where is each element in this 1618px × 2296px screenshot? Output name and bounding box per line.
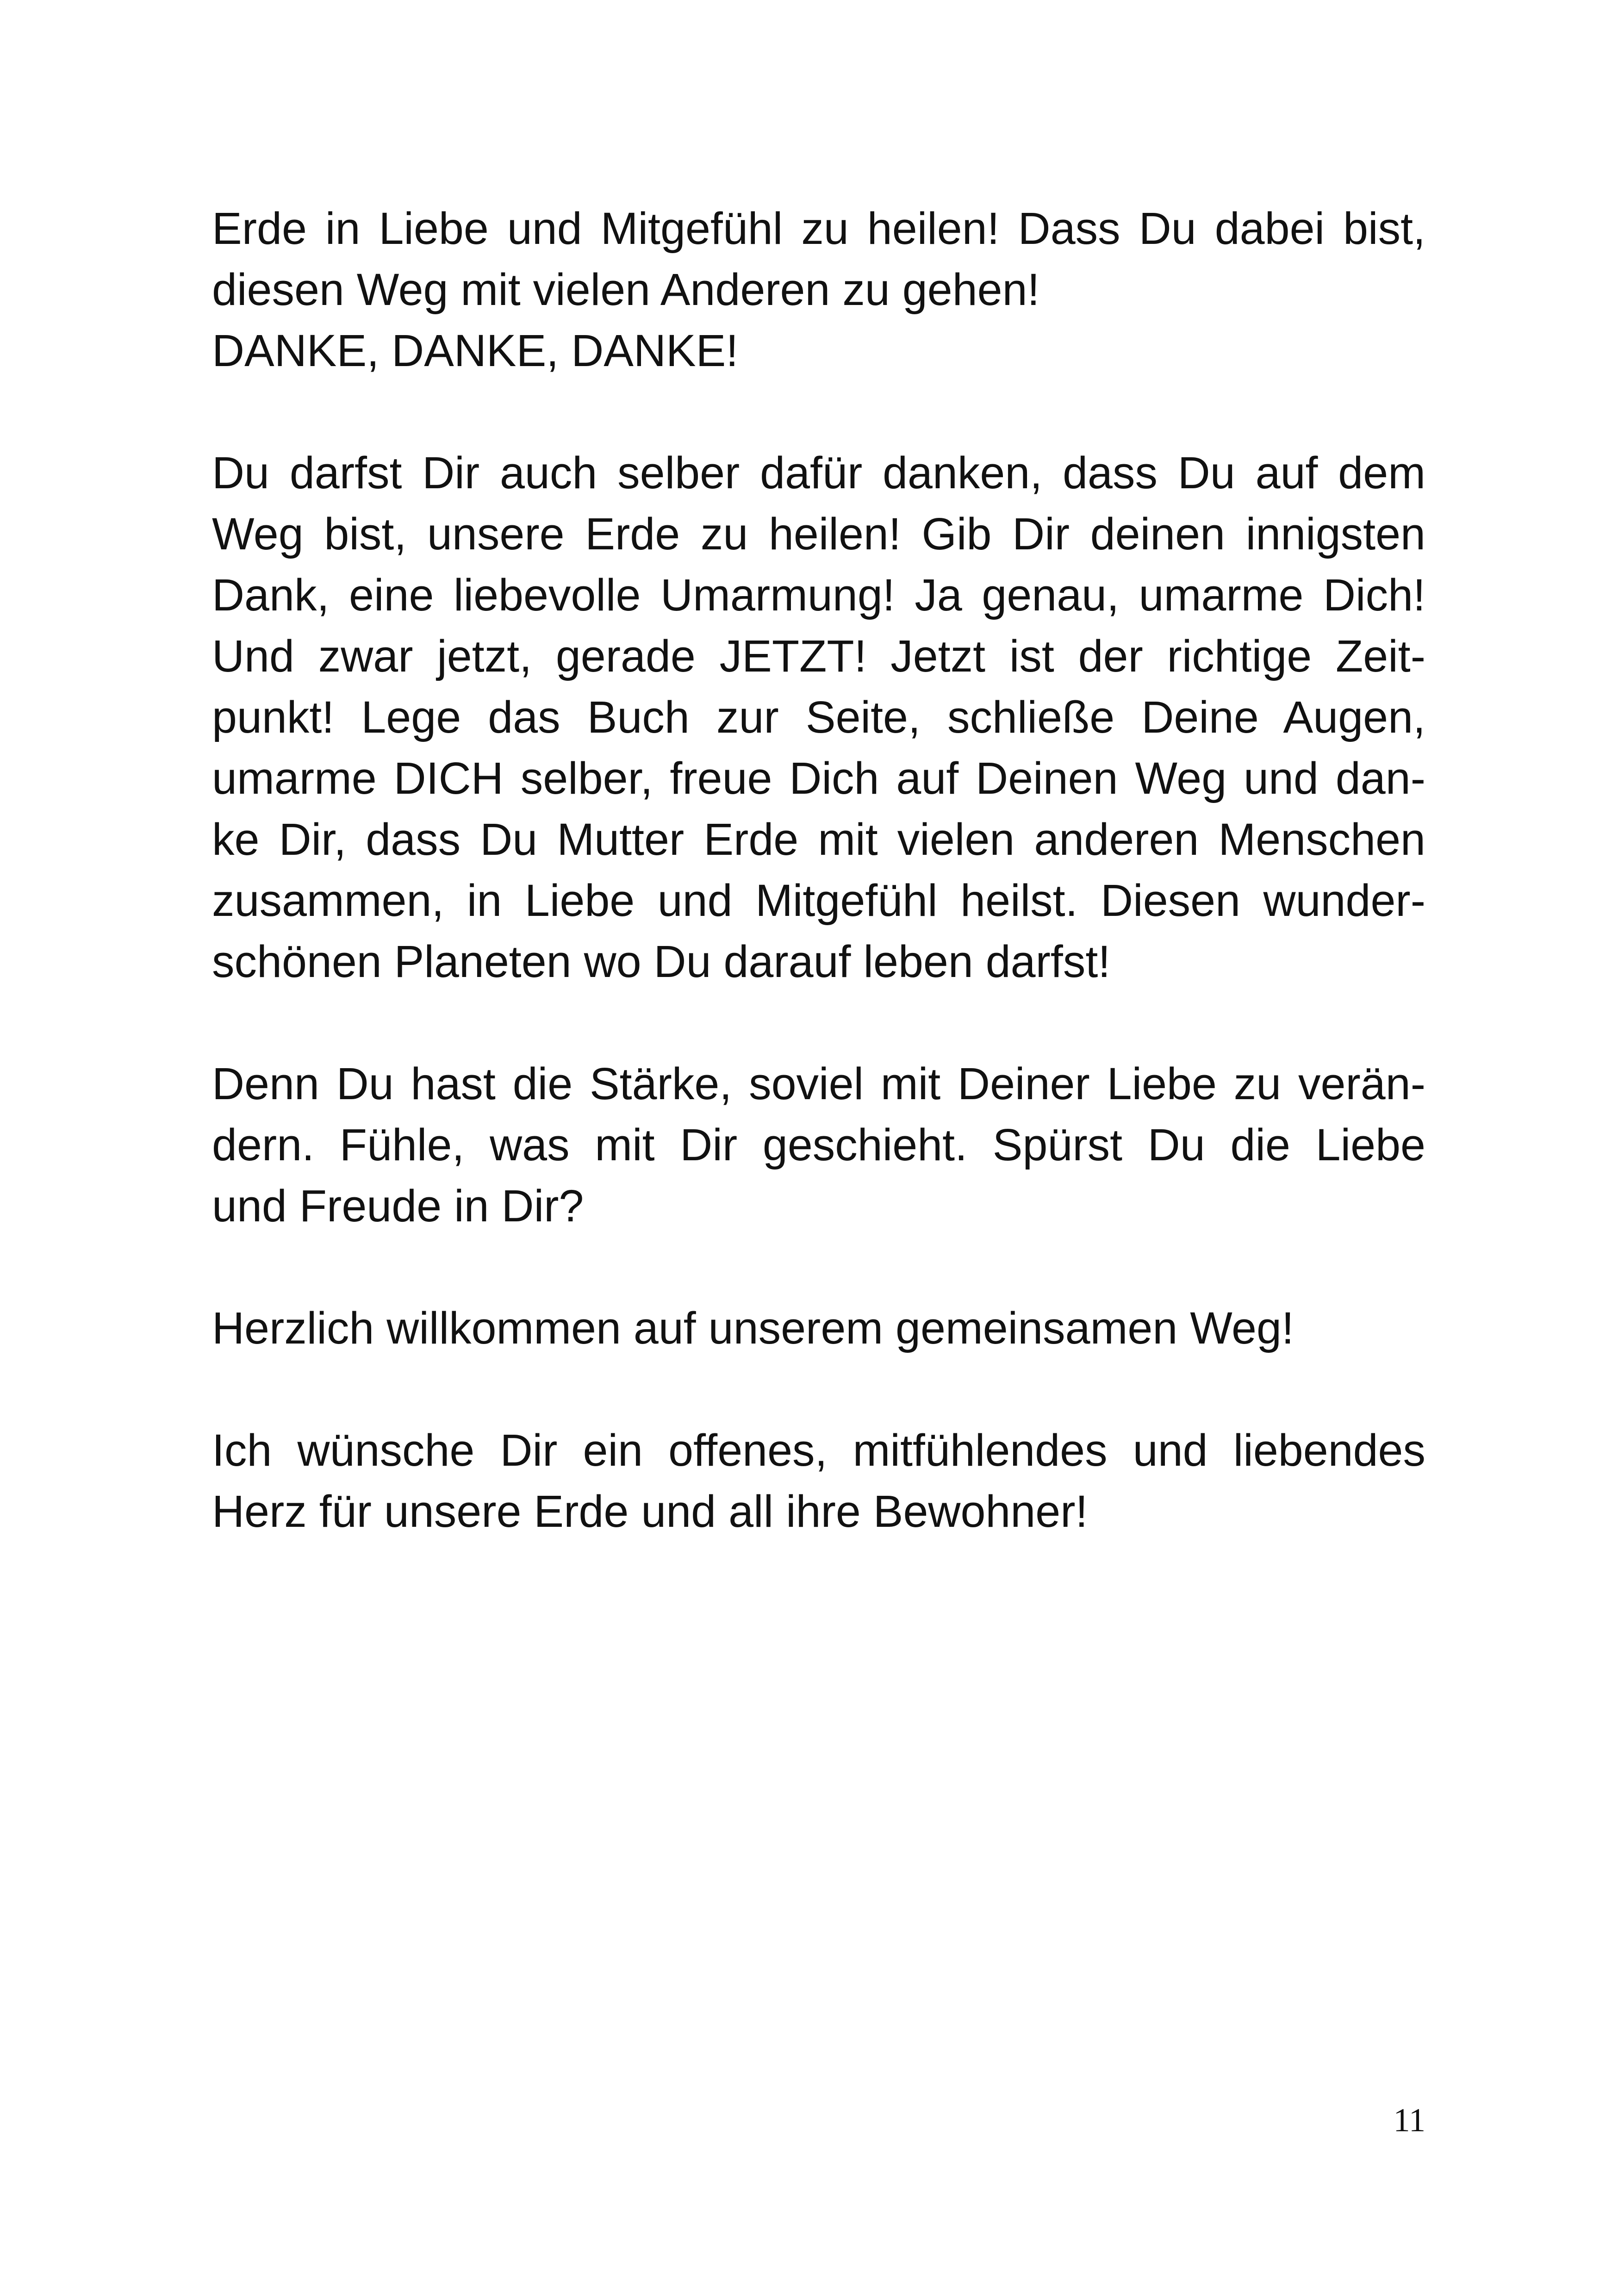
text-line: Denn Du hast die Stärke, soviel mit Deiner Liebe zu verän-: [212, 1058, 1425, 1109]
text-line: umarme DICH selber, freue Dich auf Deinen Weg und dan-: [212, 753, 1425, 803]
text-line: Herzlich willkommen auf unserem gemeinsamen Weg!: [212, 1303, 1294, 1353]
text-line: dern. Fühle, was mit Dir geschieht. Spürst Du die Liebe: [212, 1120, 1425, 1170]
paragraph: [212, 198, 1425, 381]
text-line: schönen Planeten wo Du darauf leben darfst!: [212, 936, 1111, 987]
text-line: punkt! Lege das Buch zur Seite, schließe Deine Augen,: [212, 692, 1425, 742]
text-line: Du darfst Dir auch selber dafür danken, dass Du auf dem: [212, 448, 1425, 498]
text-line: zusammen, in Liebe und Mitgefühl heilst. Diesen wunder-: [212, 875, 1425, 926]
text-line: DANKE, DANKE, DANKE!: [212, 325, 739, 376]
text-line: Weg bist, unsere Erde zu heilen! Gib Dir deinen innigsten: [212, 509, 1425, 559]
text-line: und Freude in Dir?: [212, 1181, 584, 1231]
paragraph-gap: [212, 1237, 1425, 1298]
text-line: Erde in Liebe und Mitgefühl zu heilen! Dass Du dabei bist,: [212, 203, 1425, 254]
text-line: Und zwar jetzt, gerade JETZT! Jetzt ist der richtige Zeit-: [212, 631, 1425, 681]
text-line: Dank, eine liebevolle Umarmung! Ja genau, umarme Dich!: [212, 570, 1425, 620]
paragraph-gap: [212, 381, 1425, 442]
paragraph: [212, 442, 1425, 992]
paragraph: [212, 1420, 1425, 1542]
paragraph: [212, 1053, 1425, 1237]
paragraph-gap: [212, 992, 1425, 1053]
paragraph-gap: [212, 1359, 1425, 1420]
text-line: Ich wünsche Dir ein offenes, mitfühlendes und liebendes: [212, 1425, 1425, 1475]
page-number: 11: [1393, 2102, 1425, 2139]
text-line: ke Dir, dass Du Mutter Erde mit vielen anderen Menschen: [212, 814, 1425, 865]
paragraph: [212, 1298, 1425, 1359]
body-text: [212, 198, 1425, 1542]
text-line: Herz für unsere Erde und all ihre Bewohner!: [212, 1486, 1088, 1537]
text-line: diesen Weg mit vielen Anderen zu gehen!: [212, 264, 1040, 315]
